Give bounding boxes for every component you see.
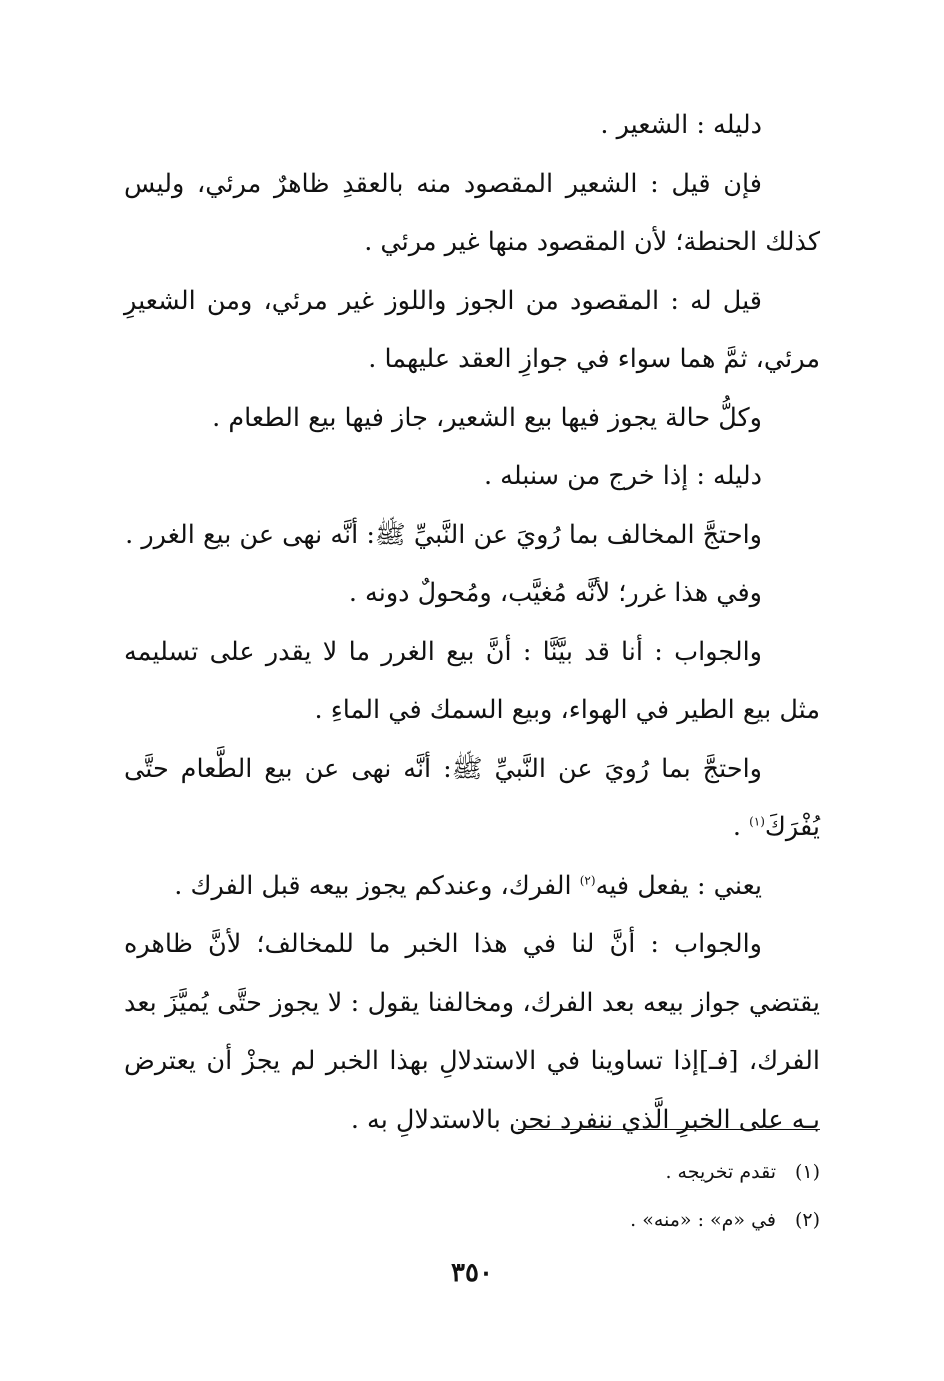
- page-number: ٣٥٠: [451, 1258, 493, 1288]
- paragraph: دليله : الشعير .: [600, 110, 762, 140]
- paragraph: والجواب : أنا قد بيَّنَّا : أنَّ بيع الغرر ما لا يقدر على تسليمه مثل بيع الطير في الهواء، وبيع السمك في الماءِ .: [124, 636, 820, 725]
- paragraph-text: يعني : يفعل فيه: [595, 870, 762, 901]
- paragraph: وفي هذا غرر؛ لأنَّه مُغيَّب، ومُحولٌ دونه .: [348, 578, 762, 608]
- footnote: [124, 1148, 820, 1196]
- footnote: [124, 1196, 820, 1244]
- footnote-divider: [518, 1129, 820, 1130]
- paragraph: دليله : إذا خرج من سنبله .: [483, 461, 762, 491]
- paragraph: واحتجَّ المخالف بما رُويَ عن النَّبيِّ ﷺ: أنَّه نهى عن بيع الغرر .: [125, 519, 762, 550]
- paragraph-text-end: .: [732, 812, 750, 842]
- footnote-ref[interactable]: (١): [749, 814, 765, 829]
- paragraph: والجواب : أنَّ لنا في هذا الخبر ما للمخالف؛ لأنَّ ظاهره يقتضي جواز بيعه بعد الفرك، ومخالفنا يقول : لا يجوز حتَّى يُميَّزَ بعد الفرك، [فـ]إذا تساوينا في الاستدلالِ بهذا الخبر لم يجزْ أن يعترض بـه على الخبرِ الَّذي ننفرد نحن بالاستدلالِ به .: [124, 929, 820, 1135]
- paragraph-text: واحتجَّ بما رُويَ عن النَّبيِّ ﷺ: أنَّه نهى عن بيع الطَّعام حتَّى يُفْرَكَ: [124, 753, 820, 842]
- paragraph: وكلُّ حالة يجوز فيها بيع الشعير، جاز فيها بيع الطعام .: [212, 402, 762, 433]
- paragraph: [124, 857, 820, 916]
- footnote-number: (٢): [794, 1209, 820, 1231]
- footnote-text: في «م» : «منه» .: [630, 1209, 776, 1231]
- footnote-text: تقدم تخريجه .: [665, 1161, 776, 1183]
- main-text: [124, 96, 820, 1149]
- footnote-number: (١): [794, 1161, 820, 1183]
- paragraph: [124, 740, 820, 857]
- paragraph-text-end: الفرك، وعندكم يجوز بيعه قبل الفرك .: [174, 870, 580, 901]
- paragraph: فإن قيل : الشعير المقصود منه بالعقدِ ظاهرٌ مرئي، وليس كذلك الحنطة؛ لأن المقصود منها غير مرئي .: [124, 168, 820, 257]
- paragraph: قيل له : المقصود من الجوز واللوز غير مرئي، ومن الشعيرِ مرئي، ثمَّ هما سواء في جوازِ العقد عليهما .: [124, 285, 820, 374]
- footnote-ref[interactable]: (٢): [579, 873, 596, 887]
- footnotes: [124, 1148, 820, 1244]
